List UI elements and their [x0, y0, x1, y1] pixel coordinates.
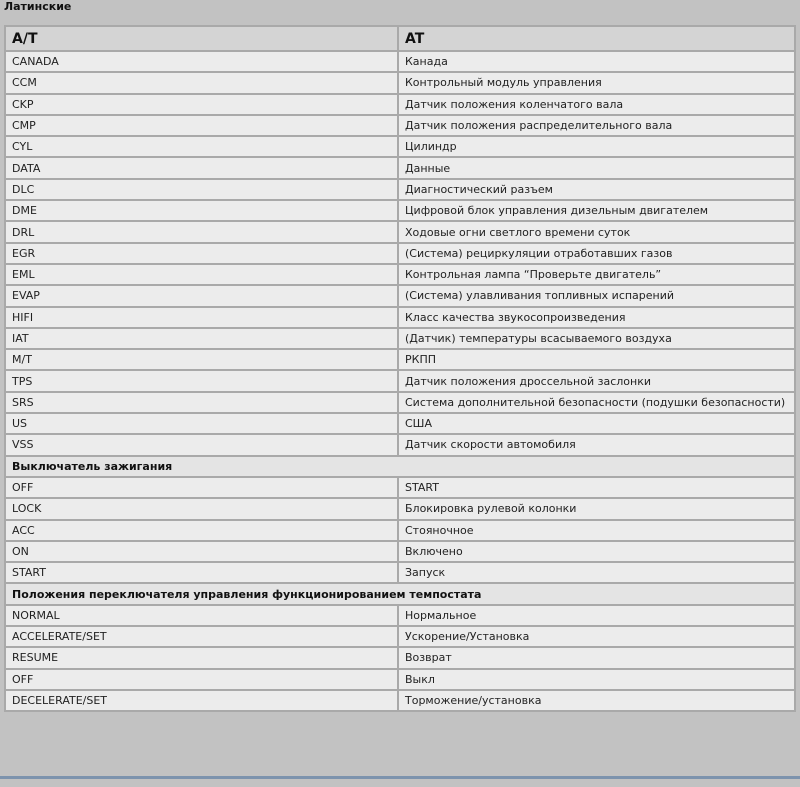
- meaning-cell: США: [398, 413, 795, 434]
- abbreviation-cell: ON: [5, 541, 398, 562]
- meaning-cell: РКПП: [398, 349, 795, 370]
- abbreviation-cell: IAT: [5, 328, 398, 349]
- meaning-cell: Стояночное: [398, 520, 795, 541]
- abbreviation-cell: CKP: [5, 94, 398, 115]
- meaning-cell: Блокировка рулевой колонки: [398, 498, 795, 519]
- meaning-cell: Система дополнительной безопасности (подушки безопасности): [398, 392, 795, 413]
- abbreviation-cell: ACCELERATE/SET: [5, 626, 398, 647]
- abbreviation-cell: CYL: [5, 136, 398, 157]
- meaning-cell: (Система) улавливания топливных испарений: [398, 285, 795, 306]
- table-row: [5, 605, 795, 626]
- meaning-cell: Нормальное: [398, 605, 795, 626]
- table-row: [5, 136, 795, 157]
- table-row: [5, 541, 795, 562]
- meaning-cell: Контрольный модуль управления: [398, 72, 795, 93]
- meaning-cell: Датчик положения коленчатого вала: [398, 94, 795, 115]
- table-row: [5, 285, 795, 306]
- meaning-cell: Данные: [398, 157, 795, 178]
- table-row: [5, 498, 795, 519]
- table-row: [5, 221, 795, 242]
- meaning-cell: Датчик скорости автомобиля: [398, 434, 795, 455]
- header-meaning: AT: [398, 26, 795, 51]
- table-row: [5, 349, 795, 370]
- table-row: [5, 562, 795, 583]
- abbreviation-cell: EML: [5, 264, 398, 285]
- abbreviation-cell: RESUME: [5, 647, 398, 668]
- abbreviation-cell: DATA: [5, 157, 398, 178]
- meaning-cell: Возврат: [398, 647, 795, 668]
- abbreviation-cell: ACC: [5, 520, 398, 541]
- table-row: [5, 115, 795, 136]
- meaning-cell: Цифровой блок управления дизельным двигателем: [398, 200, 795, 221]
- abbreviation-cell: NORMAL: [5, 605, 398, 626]
- table-row: [5, 51, 795, 72]
- table-row: [5, 94, 795, 115]
- abbreviation-cell: EVAP: [5, 285, 398, 306]
- abbreviation-cell: DLC: [5, 179, 398, 200]
- meaning-cell: START: [398, 477, 795, 498]
- meaning-cell: Ходовые огни светлого времени суток: [398, 221, 795, 242]
- table-row: [5, 328, 795, 349]
- meaning-cell: Контрольная лампа “Проверьте двигатель”: [398, 264, 795, 285]
- table-row: [5, 669, 795, 690]
- abbreviations-table: [4, 25, 796, 712]
- abbreviation-cell: DRL: [5, 221, 398, 242]
- abbreviation-cell: VSS: [5, 434, 398, 455]
- table-row: [5, 626, 795, 647]
- section-title: Выключатель зажигания: [5, 456, 795, 477]
- abbreviation-cell: HIFI: [5, 307, 398, 328]
- abbreviation-cell: LOCK: [5, 498, 398, 519]
- table-row: [5, 647, 795, 668]
- table-row: [5, 157, 795, 178]
- abbreviation-cell: CCM: [5, 72, 398, 93]
- abbreviation-cell: EGR: [5, 243, 398, 264]
- table-row: [5, 520, 795, 541]
- header-abbreviation: A/T: [5, 26, 398, 51]
- bottom-divider: [0, 776, 800, 779]
- table-row: [5, 477, 795, 498]
- abbreviation-cell: SRS: [5, 392, 398, 413]
- section-caption: Латинские: [4, 0, 72, 13]
- abbreviation-cell: DME: [5, 200, 398, 221]
- table-header-row: [5, 26, 795, 51]
- meaning-cell: Датчик положения распределительного вала: [398, 115, 795, 136]
- abbreviation-cell: CMP: [5, 115, 398, 136]
- table-row: [5, 200, 795, 221]
- abbreviation-cell: DECELERATE/SET: [5, 690, 398, 711]
- table-row: [5, 307, 795, 328]
- meaning-cell: Датчик положения дроссельной заслонки: [398, 370, 795, 391]
- abbreviation-cell: CANADA: [5, 51, 398, 72]
- section-row: [5, 456, 795, 477]
- abbreviation-cell: START: [5, 562, 398, 583]
- abbreviation-cell: TPS: [5, 370, 398, 391]
- meaning-cell: Запуск: [398, 562, 795, 583]
- abbreviation-cell: US: [5, 413, 398, 434]
- table-row: [5, 264, 795, 285]
- meaning-cell: Диагностический разъем: [398, 179, 795, 200]
- meaning-cell: Торможение/установка: [398, 690, 795, 711]
- table-row: [5, 434, 795, 455]
- table-row: [5, 179, 795, 200]
- table-row: [5, 243, 795, 264]
- table-row: [5, 690, 795, 711]
- meaning-cell: Цилиндр: [398, 136, 795, 157]
- abbreviation-cell: OFF: [5, 477, 398, 498]
- section-row: [5, 583, 795, 604]
- table-row: [5, 392, 795, 413]
- table-row: [5, 370, 795, 391]
- section-title: Положения переключателя управления функционированием темпостата: [5, 583, 795, 604]
- table-row: [5, 72, 795, 93]
- meaning-cell: Класс качества звукосопроизведения: [398, 307, 795, 328]
- meaning-cell: (Система) рециркуляции отработавших газов: [398, 243, 795, 264]
- meaning-cell: Канада: [398, 51, 795, 72]
- meaning-cell: Включено: [398, 541, 795, 562]
- abbreviation-cell: OFF: [5, 669, 398, 690]
- table-row: [5, 413, 795, 434]
- meaning-cell: (Датчик) температуры всасываемого воздуха: [398, 328, 795, 349]
- abbreviation-cell: M/T: [5, 349, 398, 370]
- meaning-cell: Выкл: [398, 669, 795, 690]
- meaning-cell: Ускорение/Установка: [398, 626, 795, 647]
